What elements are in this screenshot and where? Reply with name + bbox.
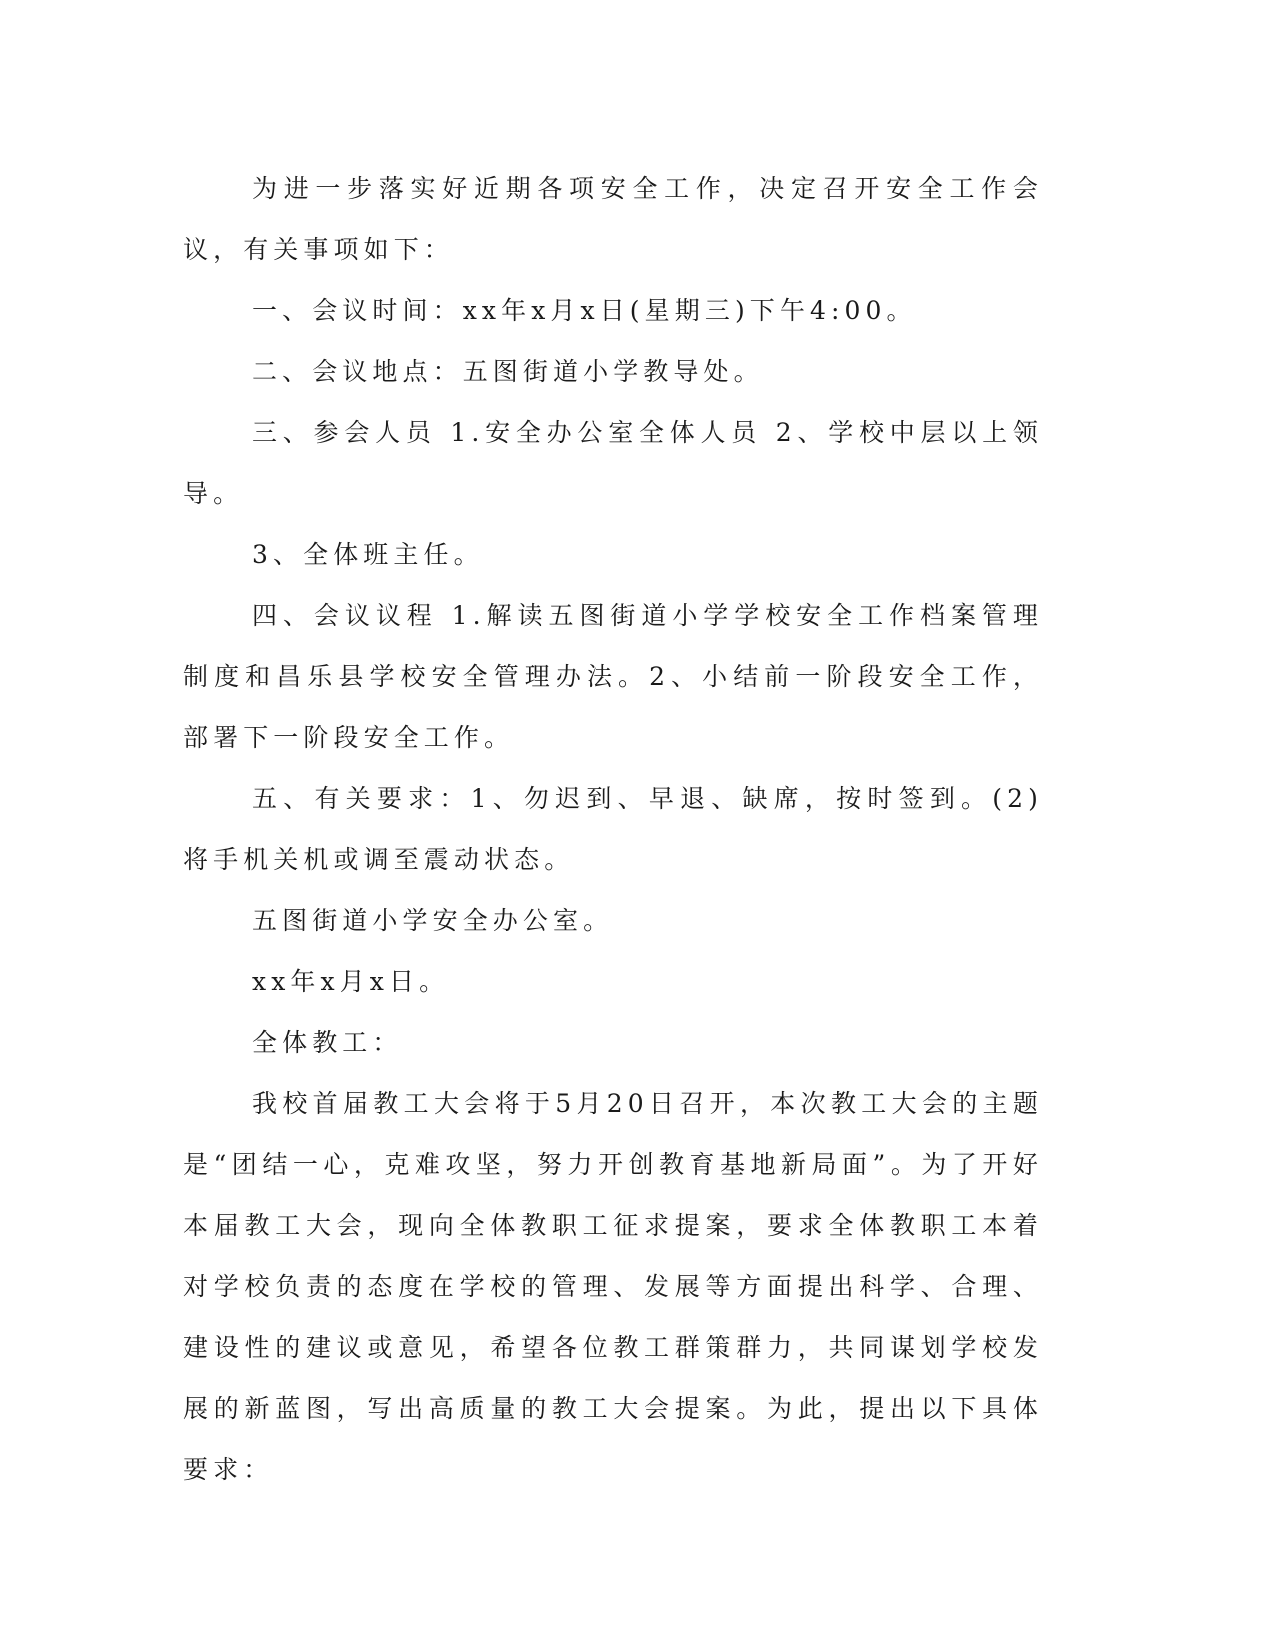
paragraph-agenda: 四、会议议程 1.解读五图街道小学学校安全工作档案管理制度和昌乐县学校安全管理办法。2、小结前一阶段安全工作，部署下一阶段安全工作。 [183,601,1043,752]
document-body [183,158,1043,1500]
paragraph-attendees-continued: 3、全体班主任。 [252,540,484,569]
paragraph-date: xx年x月x日。 [252,967,450,996]
paragraph-meeting-time: 一、会议时间：xx年x月x日(星期三)下午4:00。 [252,296,917,325]
paragraph-congress-notice: 我校首届教工大会将于5月20日召开，本次教工大会的主题是“团结一心，克难攻坚，努力开创教育基地新局面”。为了开好本届教工大会，现向全体教职工征求提案，要求全体教职工本着对学校负责的态度在学校的管理、发展等方面提出科学、合理、建设性的建议或意见，希望各位教工群策群力，共同谋划学校发展的新蓝图，写出高质量的教工大会提案。为此，提出以下具体要求： [183,1089,1043,1484]
paragraph-intro: 为进一步落实好近期各项安全工作，决定召开安全工作会议，有关事项如下： [183,174,1043,264]
paragraph-issuer: 五图街道小学安全办公室。 [252,906,614,935]
paragraph-requirements: 五、有关要求：1、勿迟到、早退、缺席，按时签到。(2)将手机关机或调至震动状态。 [183,784,1043,874]
paragraph-meeting-location: 二、会议地点：五图街道小学教导处。 [252,357,764,386]
paragraph-salutation: 全体教工： [252,1028,403,1057]
paragraph-attendees: 三、参会人员 1.安全办公室全体人员 2、学校中层以上领导。 [183,418,1043,508]
